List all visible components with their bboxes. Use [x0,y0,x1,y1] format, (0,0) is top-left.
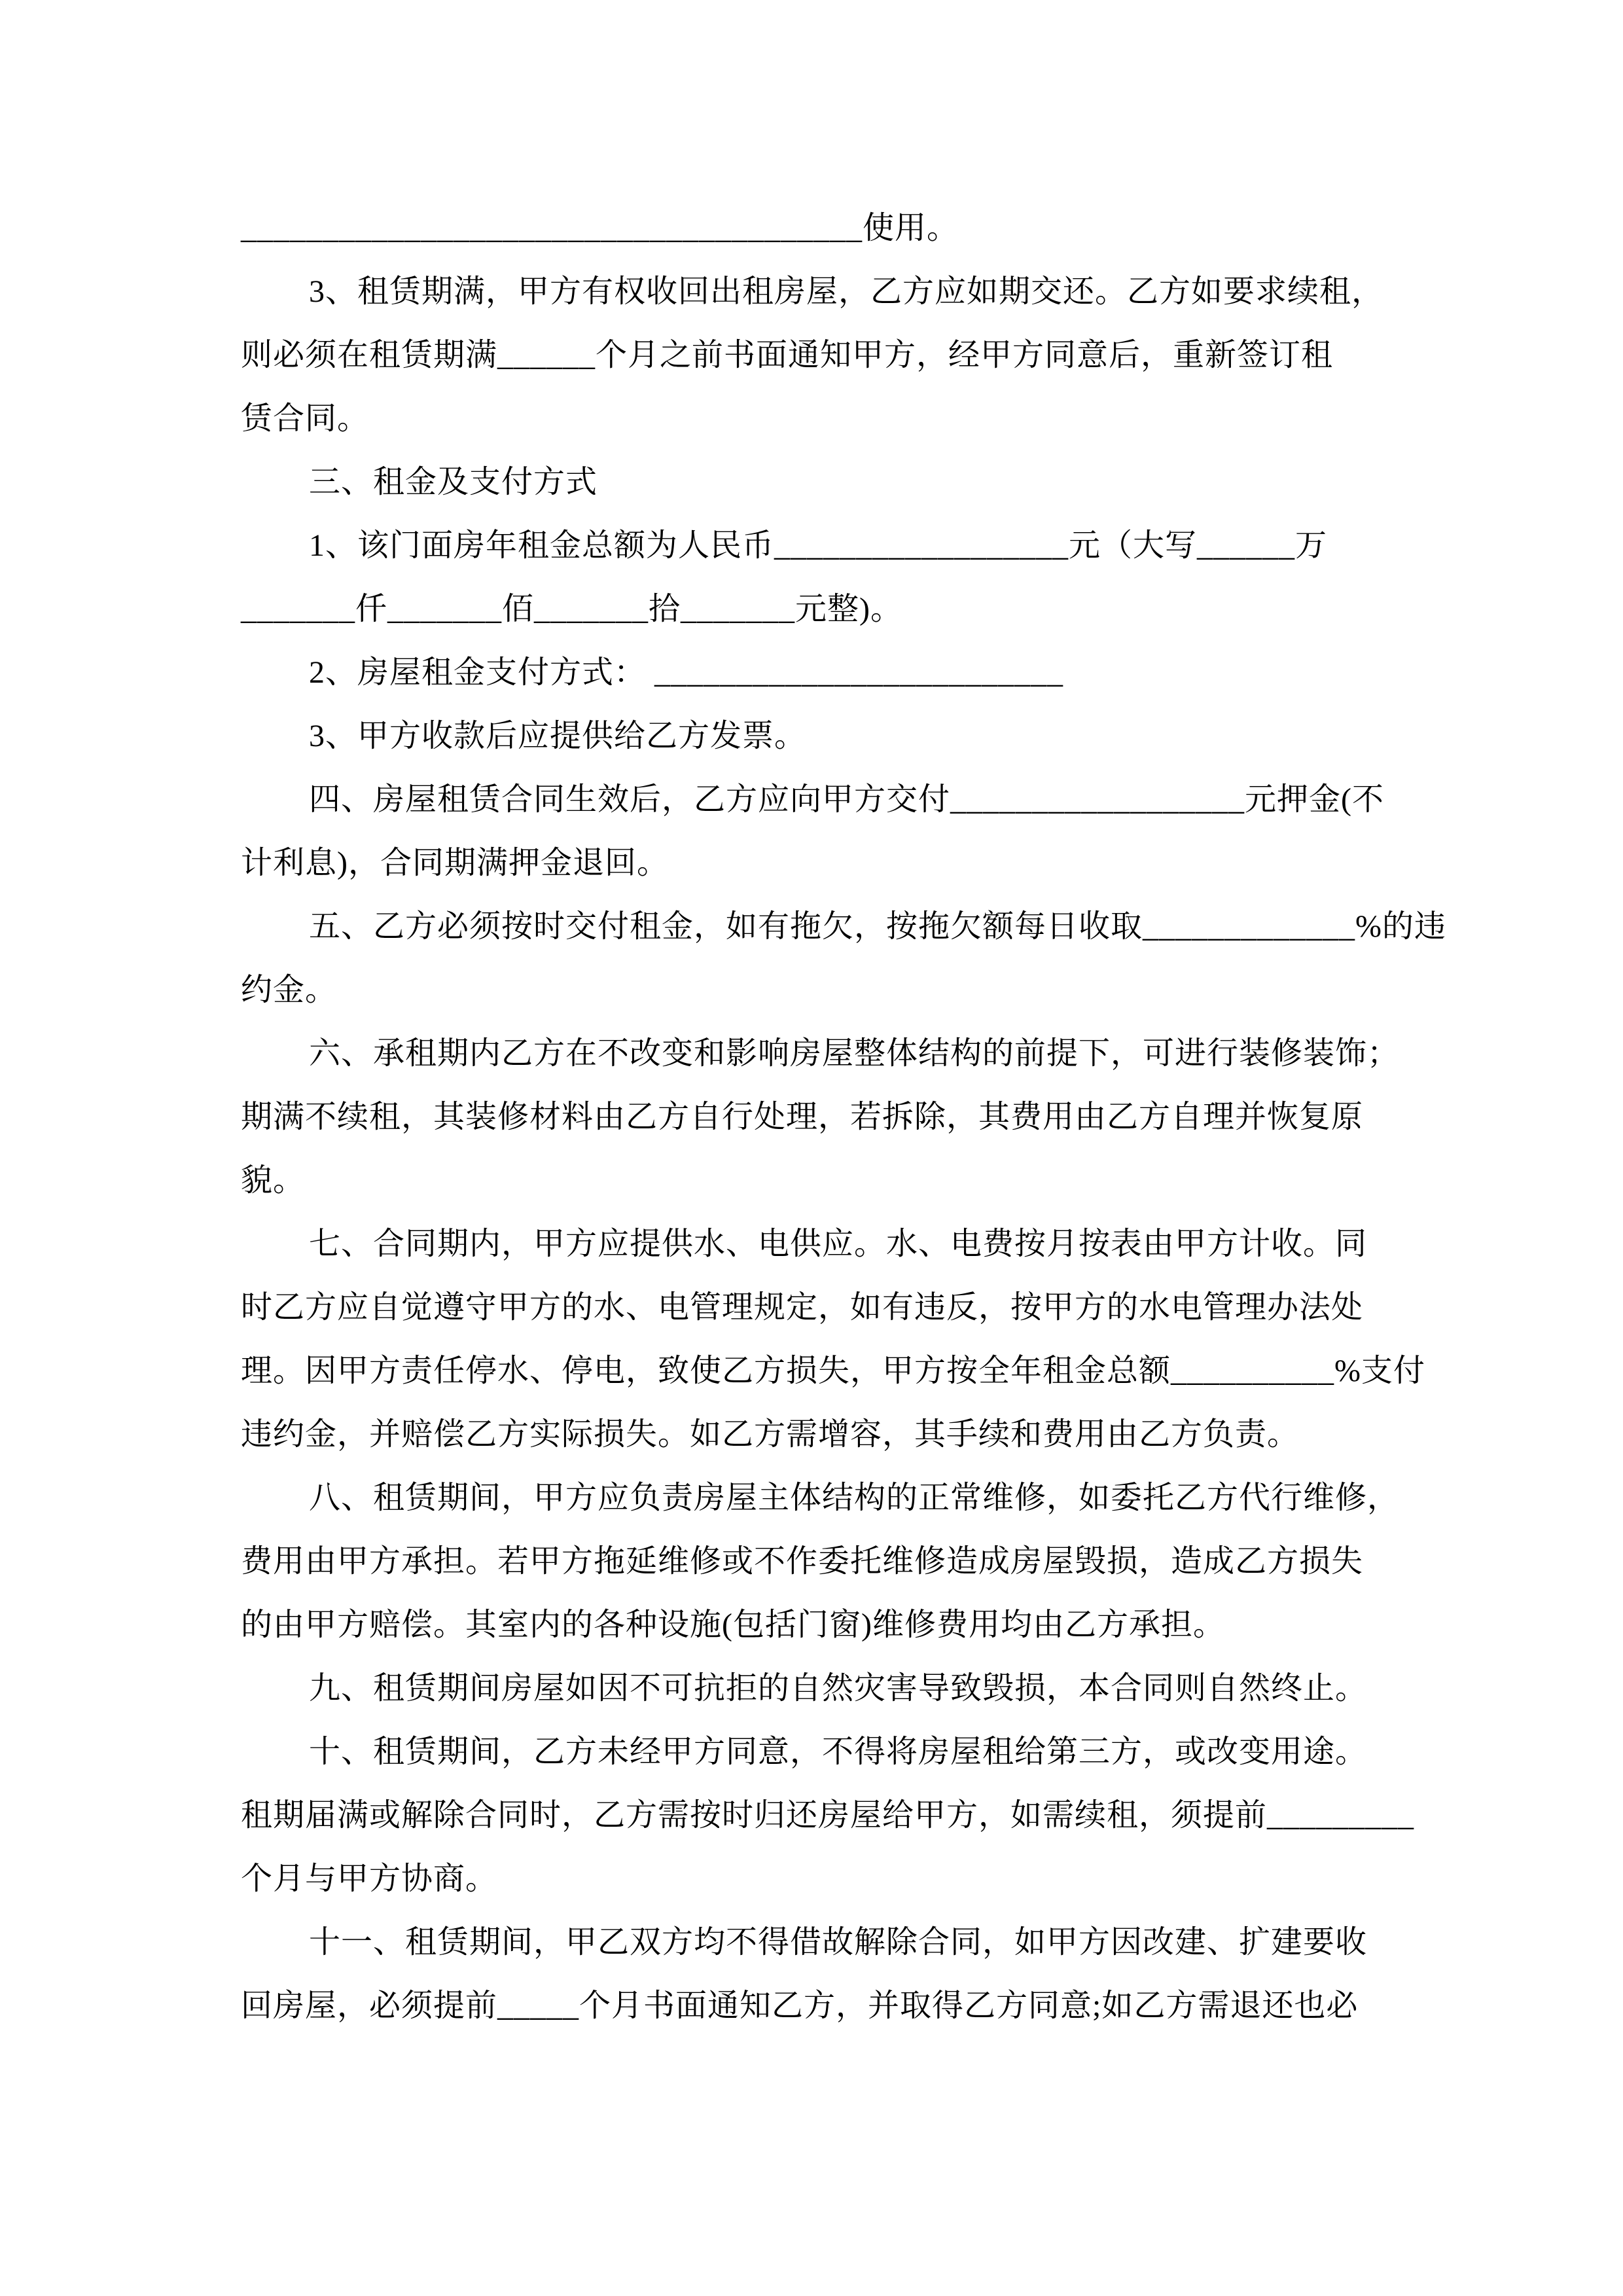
text-line: 十、租赁期间，乙方未经甲方同意，不得将房屋租给第三方，或改变用途。 [309,1734,1368,1769]
text-line: 租期届满或解除合同时，乙方需按时归还房屋给甲方，如需续租，须提前_________ [241,1798,1415,1833]
text-line: 3、甲方收款后应提供给乙方发票。 [309,719,807,753]
text-line: 约金。 [241,973,338,1007]
text-line: 九、租赁期间房屋如因不可抗拒的自然灾害导致毁损，本合同则自然终止。 [309,1671,1368,1706]
text-line: 个月与甲方协商。 [241,1861,498,1896]
text-line: 貌。 [241,1163,306,1198]
text-line: 计利息)，合同期满押金退回。 [241,846,669,880]
text-line: 时乙方应自觉遵守甲方的水、电管理规定，如有违反，按甲方的水电管理办法处 [241,1290,1364,1325]
text-line: 三、租金及支付方式 [309,465,598,499]
text-line: 费用由甲方承担。若甲方拖延维修或不作委托维修造成房屋毁损，造成乙方损失 [241,1544,1364,1579]
text-line: 七、合同期内，甲方应提供水、电供应。水、电费按月按表由甲方计收。同 [309,1227,1368,1261]
text-line: 五、乙方必须按时交付租金，如有拖欠，按拖欠额每日收取_____________%的违 [309,909,1446,944]
text-line: 的由甲方赔偿。其室内的各种设施(包括门窗)维修费用均由乙方承担。 [241,1607,1225,1642]
text-line: 六、承租期内乙方在不改变和影响房屋整体结构的前提下，可进行装修装饰； [309,1036,1400,1071]
text-line: 1、该门面房年租金总额为人民币__________________元（大写______万 [309,528,1328,563]
text-line: 理。因甲方责任停水、停电，致使乙方损失，甲方按全年租金总额__________%支付 [241,1354,1425,1388]
text-line: 八、租赁期间，甲方应负责房屋主体结构的正常维修，如委托乙方代行维修， [309,1480,1400,1515]
text-line: 则必须在租赁期满______个月之前书面通知甲方，经甲方同意后，重新签订租 [241,338,1334,372]
text-line: ______________________________________使用。 [241,211,959,245]
text-line: 期满不续租，其装修材料由乙方自行处理，若拆除，其费用由乙方自理并恢复原 [241,1100,1364,1134]
text-line: 回房屋，必须提前_____个月书面通知乙方，并取得乙方同意;如乙方需退还也必 [241,1988,1359,2023]
text-line: 3、租赁期满，甲方有权收回出租房屋，乙方应如期交还。乙方如要求续租， [309,274,1384,309]
text-line: 2、房屋租金支付方式： _________________________ [309,655,1064,690]
text-line: 赁合同。 [241,401,370,436]
text-line: _______仟_______佰_______拾_______元整)。 [241,592,902,626]
text-line: 四、房屋租赁合同生效后，乙方应向甲方交付__________________元押金(不 [309,782,1384,817]
text-line: 违约金，并赔偿乙方实际损失。如乙方需增容，其手续和费用由乙方负责。 [241,1417,1300,1452]
contract-text-block [241,196,1446,2037]
text-line: 十一、租赁期间，甲乙双方均不得借故解除合同，如甲方因改建、扩建要收 [309,1925,1368,1960]
